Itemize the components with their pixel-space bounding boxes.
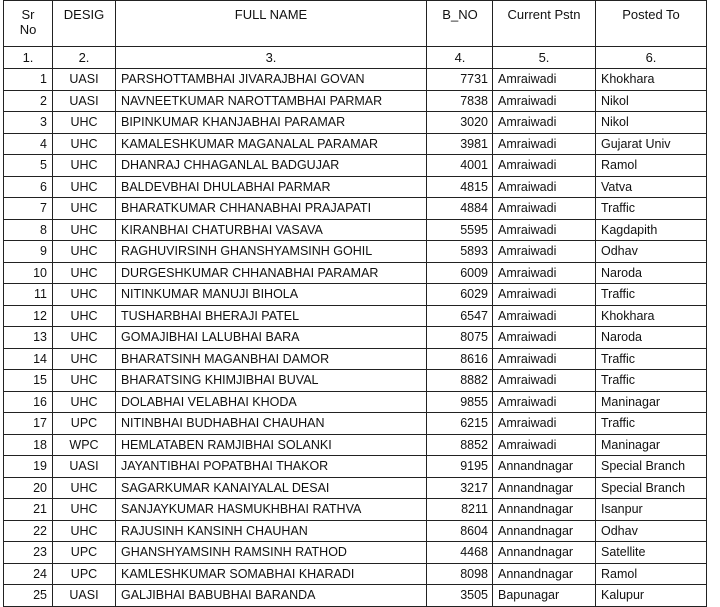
sr-no-cell: 15 <box>4 370 53 392</box>
buckle-no-cell: 3217 <box>427 477 493 499</box>
current-position-cell: Annandnagar <box>493 477 596 499</box>
current-position-cell: Amraiwadi <box>493 348 596 370</box>
posted-to-cell: Ramol <box>596 155 707 177</box>
full-name-cell: NAVNEETKUMAR NAROTTAMBHAI PARMAR <box>116 90 427 112</box>
full-name-cell: RAGHUVIRSINH GHANSHYAMSINH GOHIL <box>116 241 427 263</box>
current-position-cell: Amraiwadi <box>493 133 596 155</box>
table-row <box>4 327 707 349</box>
designation-cell: UASI <box>53 69 116 91</box>
full-name-cell: DURGESHKUMAR CHHANABHAI PARAMAR <box>116 262 427 284</box>
sr-no-cell: 6 <box>4 176 53 198</box>
header-current-position: Current Pstn <box>493 1 596 47</box>
designation-cell: UASI <box>53 585 116 607</box>
buckle-no-cell: 8075 <box>427 327 493 349</box>
current-position-cell: Amraiwadi <box>493 155 596 177</box>
current-position-cell: Amraiwadi <box>493 90 596 112</box>
current-position-cell: Amraiwadi <box>493 219 596 241</box>
buckle-no-cell: 3981 <box>427 133 493 155</box>
full-name-cell: GHANSHYAMSINH RAMSINH RATHOD <box>116 542 427 564</box>
buckle-no-cell: 3505 <box>427 585 493 607</box>
buckle-no-cell: 4001 <box>427 155 493 177</box>
posted-to-cell: Traffic <box>596 413 707 435</box>
full-name-cell: KIRANBHAI CHATURBHAI VASAVA <box>116 219 427 241</box>
buckle-no-cell: 4884 <box>427 198 493 220</box>
table-row <box>4 219 707 241</box>
table-row <box>4 456 707 478</box>
table-row <box>4 133 707 155</box>
posting-list-document <box>3 0 707 607</box>
header-sr-no: Sr No <box>4 1 53 47</box>
current-position-cell: Amraiwadi <box>493 176 596 198</box>
designation-cell: UHC <box>53 198 116 220</box>
sr-no-cell: 10 <box>4 262 53 284</box>
designation-cell: UHC <box>53 477 116 499</box>
designation-cell: UASI <box>53 90 116 112</box>
sr-no-cell: 9 <box>4 241 53 263</box>
current-position-cell: Annandnagar <box>493 520 596 542</box>
buckle-no-cell: 6547 <box>427 305 493 327</box>
buckle-no-cell: 8852 <box>427 434 493 456</box>
posted-to-cell: Naroda <box>596 327 707 349</box>
buckle-no-cell: 7731 <box>427 69 493 91</box>
index-cell: 4. <box>427 47 493 69</box>
posted-to-cell: Satellite <box>596 542 707 564</box>
full-name-cell: BHARATKUMAR CHHANABHAI PRAJAPATI <box>116 198 427 220</box>
full-name-cell: DOLABHAI VELABHAI KHODA <box>116 391 427 413</box>
posted-to-cell: Vatva <box>596 176 707 198</box>
designation-cell: UPC <box>53 563 116 585</box>
sr-no-cell: 4 <box>4 133 53 155</box>
posted-to-cell: Nikol <box>596 112 707 134</box>
posted-to-cell: Khokhara <box>596 305 707 327</box>
sr-no-cell: 22 <box>4 520 53 542</box>
buckle-no-cell: 8882 <box>427 370 493 392</box>
buckle-no-cell: 7838 <box>427 90 493 112</box>
index-cell: 1. <box>4 47 53 69</box>
index-cell: 6. <box>596 47 707 69</box>
header-designation: DESIG <box>53 1 116 47</box>
buckle-no-cell: 6215 <box>427 413 493 435</box>
current-position-cell: Amraiwadi <box>493 198 596 220</box>
current-position-cell: Amraiwadi <box>493 305 596 327</box>
sr-no-cell: 12 <box>4 305 53 327</box>
designation-cell: UHC <box>53 219 116 241</box>
current-position-cell: Amraiwadi <box>493 112 596 134</box>
designation-cell: UHC <box>53 370 116 392</box>
sr-no-cell: 20 <box>4 477 53 499</box>
full-name-cell: NITINKUMAR MANUJI BIHOLA <box>116 284 427 306</box>
posted-to-cell: Naroda <box>596 262 707 284</box>
table-row <box>4 305 707 327</box>
header-posted-to: Posted To <box>596 1 707 47</box>
sr-no-cell: 16 <box>4 391 53 413</box>
designation-cell: WPC <box>53 434 116 456</box>
sr-no-cell: 13 <box>4 327 53 349</box>
designation-cell: UHC <box>53 176 116 198</box>
buckle-no-cell: 6029 <box>427 284 493 306</box>
posted-to-cell: Traffic <box>596 348 707 370</box>
designation-cell: UHC <box>53 327 116 349</box>
table-row <box>4 155 707 177</box>
table-row <box>4 477 707 499</box>
full-name-cell: GOMAJIBHAI LALUBHAI BARA <box>116 327 427 349</box>
sr-no-cell: 21 <box>4 499 53 521</box>
sr-no-cell: 17 <box>4 413 53 435</box>
posted-to-cell: Special Branch <box>596 456 707 478</box>
posting-table <box>3 0 707 607</box>
designation-cell: UHC <box>53 241 116 263</box>
current-position-cell: Amraiwadi <box>493 413 596 435</box>
table-body <box>4 69 707 607</box>
current-position-cell: Bapunagar <box>493 585 596 607</box>
posted-to-cell: Gujarat Univ <box>596 133 707 155</box>
buckle-no-cell: 5595 <box>427 219 493 241</box>
buckle-no-cell: 9855 <box>427 391 493 413</box>
buckle-no-cell: 3020 <box>427 112 493 134</box>
sr-no-cell: 1 <box>4 69 53 91</box>
full-name-cell: JAYANTIBHAI POPATBHAI THAKOR <box>116 456 427 478</box>
designation-cell: UHC <box>53 499 116 521</box>
full-name-cell: SAGARKUMAR KANAIYALAL DESAI <box>116 477 427 499</box>
full-name-cell: TUSHARBHAI BHERAJI PATEL <box>116 305 427 327</box>
table-row <box>4 520 707 542</box>
designation-cell: UHC <box>53 262 116 284</box>
table-row <box>4 413 707 435</box>
full-name-cell: GALJIBHAI BABUBHAI BARANDA <box>116 585 427 607</box>
sr-no-cell: 8 <box>4 219 53 241</box>
current-position-cell: Amraiwadi <box>493 391 596 413</box>
designation-cell: UHC <box>53 520 116 542</box>
buckle-no-cell: 5893 <box>427 241 493 263</box>
full-name-cell: KAMALESHKUMAR MAGANALAL PARAMAR <box>116 133 427 155</box>
table-row <box>4 284 707 306</box>
posted-to-cell: Ramol <box>596 563 707 585</box>
table-row <box>4 241 707 263</box>
sr-no-cell: 5 <box>4 155 53 177</box>
designation-cell: UASI <box>53 456 116 478</box>
posted-to-cell: Isanpur <box>596 499 707 521</box>
buckle-no-cell: 8604 <box>427 520 493 542</box>
designation-cell: UPC <box>53 413 116 435</box>
header-full-name: FULL NAME <box>116 1 427 47</box>
posted-to-cell: Traffic <box>596 284 707 306</box>
posted-to-cell: Traffic <box>596 198 707 220</box>
buckle-no-cell: 6009 <box>427 262 493 284</box>
table-row <box>4 198 707 220</box>
full-name-cell: BIPINKUMAR KHANJABHAI PARAMAR <box>116 112 427 134</box>
sr-no-cell: 23 <box>4 542 53 564</box>
full-name-cell: NITINBHAI BUDHABHAI CHAUHAN <box>116 413 427 435</box>
full-name-cell: DHANRAJ CHHAGANLAL BADGUJAR <box>116 155 427 177</box>
table-row <box>4 262 707 284</box>
sr-no-cell: 25 <box>4 585 53 607</box>
header-buckle-no: B_NO <box>427 1 493 47</box>
sr-no-cell: 14 <box>4 348 53 370</box>
sr-no-cell: 2 <box>4 90 53 112</box>
designation-cell: UHC <box>53 391 116 413</box>
sr-no-cell: 3 <box>4 112 53 134</box>
current-position-cell: Amraiwadi <box>493 370 596 392</box>
buckle-no-cell: 8211 <box>427 499 493 521</box>
buckle-no-cell: 4468 <box>427 542 493 564</box>
index-cell: 5. <box>493 47 596 69</box>
posted-to-cell: Khokhara <box>596 69 707 91</box>
table-row <box>4 434 707 456</box>
table-row <box>4 69 707 91</box>
current-position-cell: Annandnagar <box>493 563 596 585</box>
buckle-no-cell: 8616 <box>427 348 493 370</box>
sr-no-cell: 18 <box>4 434 53 456</box>
full-name-cell: BHARATSINH MAGANBHAI DAMOR <box>116 348 427 370</box>
posted-to-cell: Nikol <box>596 90 707 112</box>
index-cell: 2. <box>53 47 116 69</box>
designation-cell: UPC <box>53 542 116 564</box>
full-name-cell: KAMLESHKUMAR SOMABHAI KHARADI <box>116 563 427 585</box>
posted-to-cell: Kagdapith <box>596 219 707 241</box>
header-row <box>4 1 707 47</box>
designation-cell: UHC <box>53 112 116 134</box>
full-name-cell: RAJUSINH KANSINH CHAUHAN <box>116 520 427 542</box>
posted-to-cell: Odhav <box>596 520 707 542</box>
buckle-no-cell: 9195 <box>427 456 493 478</box>
designation-cell: UHC <box>53 155 116 177</box>
posted-to-cell: Odhav <box>596 241 707 263</box>
current-position-cell: Amraiwadi <box>493 241 596 263</box>
current-position-cell: Amraiwadi <box>493 69 596 91</box>
full-name-cell: HEMLATABEN RAMJIBHAI SOLANKI <box>116 434 427 456</box>
full-name-cell: BALDEVBHAI DHULABHAI PARMAR <box>116 176 427 198</box>
current-position-cell: Amraiwadi <box>493 434 596 456</box>
posted-to-cell: Maninagar <box>596 391 707 413</box>
table-row <box>4 348 707 370</box>
table-row <box>4 499 707 521</box>
sr-no-cell: 11 <box>4 284 53 306</box>
designation-cell: UHC <box>53 284 116 306</box>
table-row <box>4 90 707 112</box>
designation-cell: UHC <box>53 305 116 327</box>
index-cell: 3. <box>116 47 427 69</box>
table-row <box>4 542 707 564</box>
buckle-no-cell: 4815 <box>427 176 493 198</box>
sr-no-cell: 19 <box>4 456 53 478</box>
posted-to-cell: Maninagar <box>596 434 707 456</box>
table-row <box>4 112 707 134</box>
full-name-cell: PARSHOTTAMBHAI JIVARAJBHAI GOVAN <box>116 69 427 91</box>
current-position-cell: Amraiwadi <box>493 262 596 284</box>
sr-no-cell: 24 <box>4 563 53 585</box>
column-index-row <box>4 47 707 69</box>
current-position-cell: Amraiwadi <box>493 327 596 349</box>
posted-to-cell: Kalupur <box>596 585 707 607</box>
sr-no-cell: 7 <box>4 198 53 220</box>
table-row <box>4 563 707 585</box>
table-row <box>4 370 707 392</box>
table-row <box>4 176 707 198</box>
current-position-cell: Annandnagar <box>493 542 596 564</box>
full-name-cell: BHARATSING KHIMJIBHAI BUVAL <box>116 370 427 392</box>
current-position-cell: Amraiwadi <box>493 284 596 306</box>
full-name-cell: SANJAYKUMAR HASMUKHBHAI RATHVA <box>116 499 427 521</box>
posted-to-cell: Special Branch <box>596 477 707 499</box>
buckle-no-cell: 8098 <box>427 563 493 585</box>
posted-to-cell: Traffic <box>596 370 707 392</box>
current-position-cell: Annandnagar <box>493 456 596 478</box>
table-row <box>4 391 707 413</box>
designation-cell: UHC <box>53 348 116 370</box>
current-position-cell: Annandnagar <box>493 499 596 521</box>
designation-cell: UHC <box>53 133 116 155</box>
